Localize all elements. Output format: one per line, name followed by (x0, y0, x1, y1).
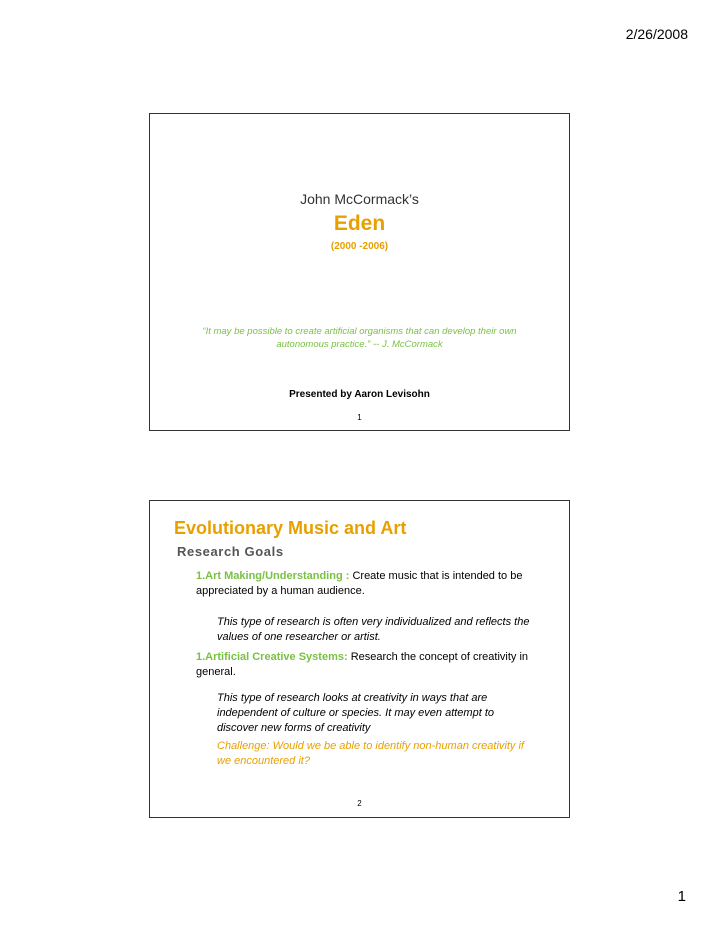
challenge-question: Challenge: Would we be able to identify non-human creativity if we encountered it? (217, 740, 524, 767)
slide-number: 1 (357, 413, 362, 422)
slide-title: Eden (333, 212, 386, 235)
slide-1 (149, 113, 570, 431)
slide-quote: “It may be possible to create artificial organisms that can develop their own autonomous practice.” -- J. McCormack (202, 326, 517, 350)
goal-creative-systems-note: This type of research looks at creativity in ways that are independent of culture or species. It may even attempt to discover new forms of creativity (217, 692, 494, 734)
print-date: 2/26/2008 (625, 26, 688, 42)
goal-art-making-note: This type of research is often very individualized and reflects the values of one researcher or artist. (217, 616, 530, 643)
goal-label: 1.Art Making/Understanding : (196, 570, 350, 582)
goal-label: 1.Artificial Creative Systems: (196, 651, 348, 663)
slide-presenter: Presented by Aaron Levisohn (289, 389, 430, 400)
slide-title: Evolutionary Music and Art (174, 518, 407, 538)
goal-text: Create music that is intended to be appreciated by a human audience. (196, 570, 523, 597)
goal-creative-systems (196, 650, 536, 680)
page-number: 1 (677, 888, 686, 905)
slide-years: (2000 -2006) (330, 241, 389, 252)
slide-number: 2 (357, 799, 362, 808)
slide-2 (149, 500, 570, 818)
goal-art-making (196, 569, 536, 599)
slide-author: John McCormack’s (300, 191, 419, 207)
slide-subtitle: Research Goals (177, 544, 284, 559)
goal-text: Research the concept of creativity in general. (196, 651, 529, 678)
